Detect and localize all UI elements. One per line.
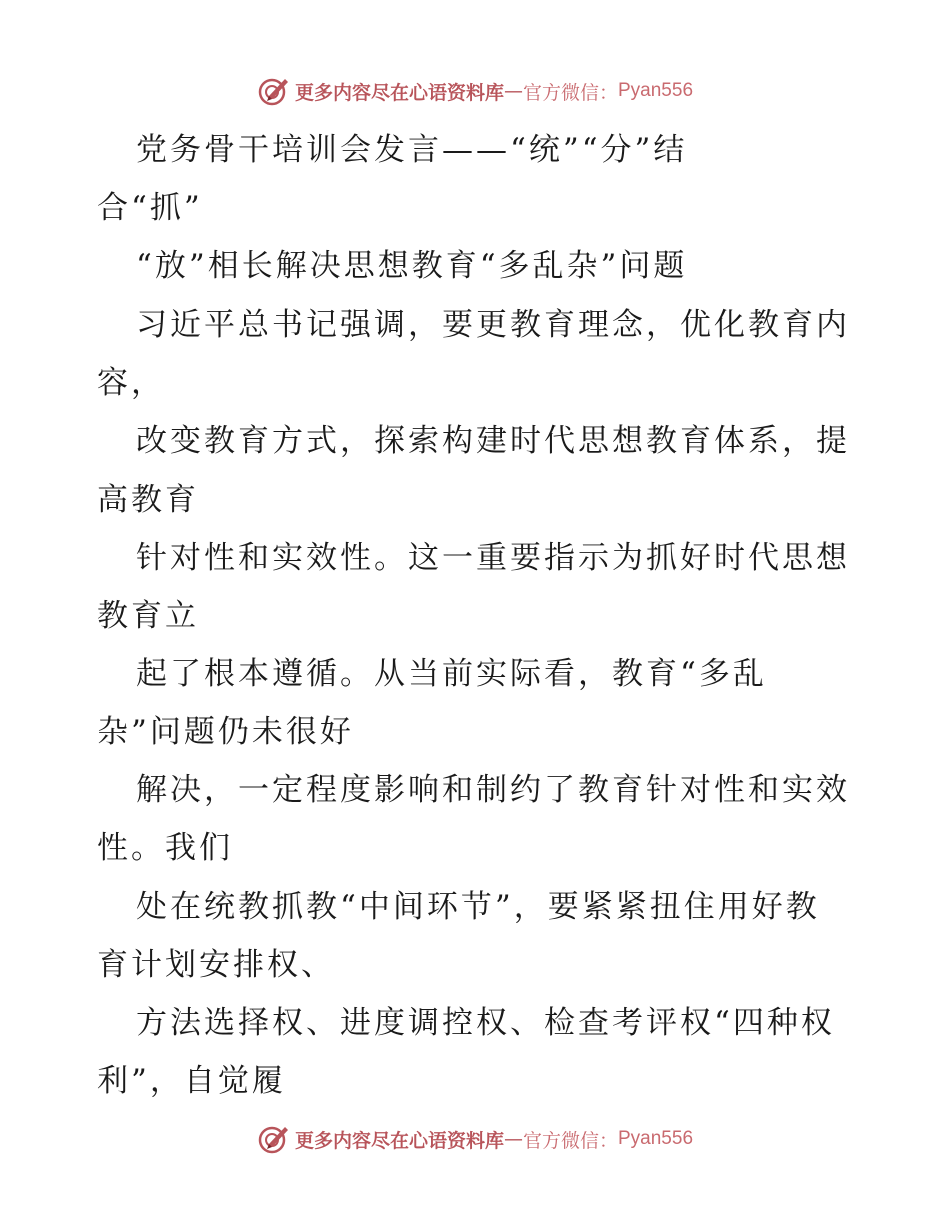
banner-contact-label: 官方微信： [522, 1129, 618, 1152]
banner-contact-label: 官方微信： [522, 81, 618, 104]
text-line: 高教育 [97, 482, 199, 518]
text-line: 方法选择权、进度调控权、检查考评权“四种权 [136, 1005, 835, 1041]
pen-logo-icon [257, 1122, 291, 1156]
text-line: 容， [97, 365, 165, 401]
text-line: 教育立 [97, 598, 199, 634]
text-line: 处在统教抓教“中间环节”，要紧紧扭住用好教 [136, 889, 820, 925]
text-line: 解决，一定程度影响和制约了教育针对性和实效 [136, 772, 850, 808]
text-line: “放”相长解决思想教育“多乱杂”问题 [136, 248, 688, 284]
text-line: 改变教育方式，探索构建时代思想教育体系，提 [136, 423, 850, 459]
text-line: 杂”问题仍未很好 [97, 714, 354, 750]
text-line: 利”，自觉履 [97, 1063, 286, 1099]
text-line: 合“抓” [97, 190, 203, 226]
text-line: 育计划安排权、 [97, 947, 335, 983]
banner-dash: — [503, 1128, 523, 1150]
header-watermark [0, 71, 950, 111]
banner-wechat-id: Pyan556 [618, 1128, 694, 1149]
text-line: 起了根本遵循。从当前实际看，教育“多乱 [136, 656, 767, 692]
banner-dash: — [503, 80, 523, 102]
banner-title: 更多内容尽在心语资料库 [294, 1129, 504, 1152]
pen-logo-icon [257, 74, 291, 108]
banner-title: 更多内容尽在心语资料库 [294, 81, 504, 104]
text-line: 党务骨干培训会发言——“统”“分”结 [136, 132, 688, 168]
text-line: 习近平总书记强调，要更教育理念，优化教育内 [136, 307, 850, 343]
banner-wechat-id: Pyan556 [618, 80, 694, 101]
text-line: 针对性和实效性。这一重要指示为抓好时代思想 [136, 540, 850, 576]
text-line: 性。我们 [97, 830, 233, 866]
footer-watermark [0, 1119, 950, 1159]
